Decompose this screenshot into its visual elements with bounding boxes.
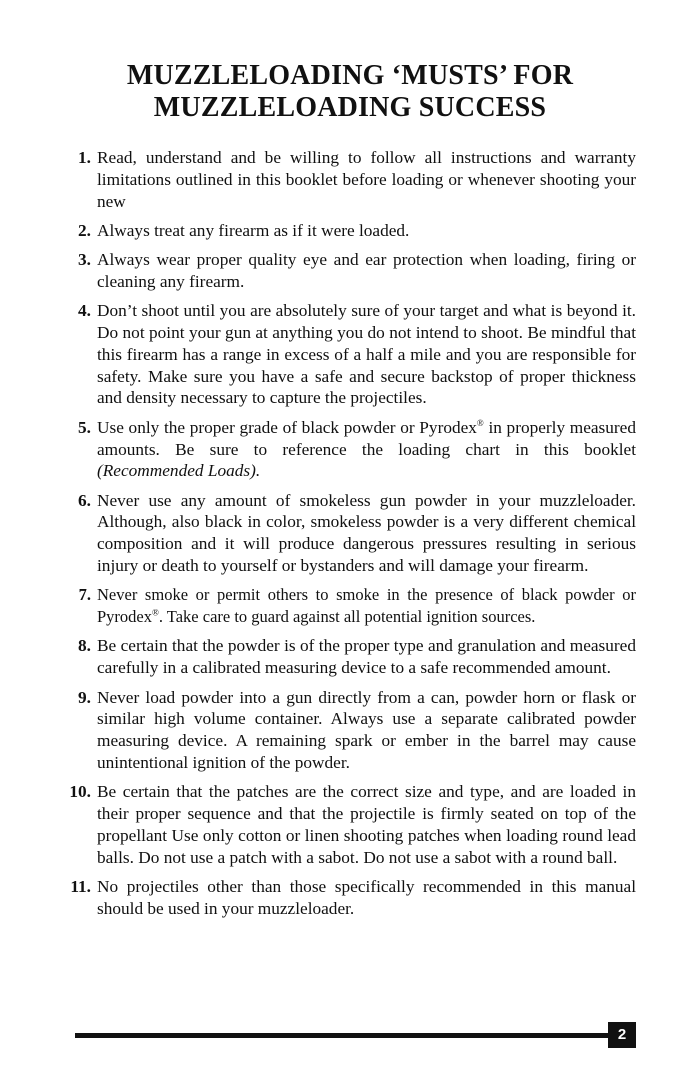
list-item [64, 220, 636, 242]
item-number: 7. [78, 585, 91, 605]
list-item [64, 876, 636, 920]
item-text: Never use any amount of smokeless gun powder in your muzzleloader. Although, also black in color, smokeless powder is a very different chemical composition and it will produce dangerous pressures resulting in serious injury or death to yourself or bystanders and will damage your firearm. [97, 490, 636, 576]
item-text: Always treat any firearm as if it were loaded. [97, 220, 410, 240]
item-text: No projectiles other than those specifically recommended in this manual should be used in your muzzleloader. [97, 876, 636, 918]
list-item [64, 300, 636, 409]
list-item [64, 249, 636, 293]
item-number: 2. [78, 220, 91, 240]
footer-rule [75, 1033, 615, 1038]
item-number: 4. [78, 301, 91, 321]
item-number: 11. [70, 876, 91, 896]
item-text: Always wear proper quality eye and ear protection when loading, firing or cleaning any firearm. [97, 250, 636, 291]
page-title-line-2: MUZZLELOADING SUCCESS [153, 92, 547, 123]
item-text: Never smoke or permit others to smoke in the presence of black powder or Pyrodex [97, 585, 636, 627]
item-number: 8. [78, 636, 91, 656]
item-text: Be certain that the powder is of the proper type and granulation and measured carefully in a calibrated measuring device to a safe recommended amount. [97, 636, 636, 678]
item-number: 9. [78, 687, 91, 707]
item-text: Never load powder into a gun directly from a can, powder horn or flask or similar high volume container. Always use a separate calibrated powder measuring device. A remaining spark or ember in the barrel may cause unintentional ignition of the powder. [97, 687, 636, 772]
item-italic-reference: (Recommended Loads). [97, 461, 261, 481]
list-item [64, 584, 636, 628]
list-item [64, 635, 636, 679]
item-text: Don’t shoot until you are absolutely sure of your target and what is beyond it. Do not point your gun at anything you do not intend to shoot. Be mindful that this firearm has a range in excess of a half a mile and you are responsible for safety. Make sure you have a safe and secure backstop of proper thickness and density necessary to capture the projectiles. [97, 301, 636, 408]
page-title-line-1: MUZZLELOADING ‘MUSTS’ FOR [126, 60, 574, 91]
item-number: 10. [69, 782, 91, 802]
item-text: in properly measured amounts. Be sure to reference the loading chart in this booklet [97, 417, 636, 459]
list-item [64, 490, 636, 577]
item-number: 3. [78, 250, 91, 270]
registered-mark: ® [476, 418, 484, 428]
page-title [60, 60, 640, 124]
list-item [64, 687, 636, 774]
registered-mark: ® [152, 607, 159, 618]
item-number: 5. [78, 417, 91, 437]
item-number: 1. [78, 148, 91, 167]
item-text: Use only the proper grade of black powder or Pyrodex [97, 417, 477, 437]
item-text: . Take care to guard against all potential ignition sources. [158, 607, 536, 627]
list-item [64, 781, 636, 868]
item-text: Read, understand and be willing to follow all instructions and warranty limitations outlined in this booklet before loading or whenever shooting your new [97, 148, 636, 211]
list-item [64, 417, 636, 482]
item-text: Be certain that the patches are the correct size and type, and are loaded in their proper sequence and that the projectile is firmly seated on top of the propellant Use only cotton or linen shooting patches when loading round lead balls. Do not use a patch with a sabot. Do not use a sabot with a round ball. [97, 782, 636, 867]
item-number: 6. [78, 490, 91, 510]
page-number: 2 [608, 1022, 636, 1048]
musts-list [64, 147, 636, 927]
list-item [64, 147, 636, 212]
